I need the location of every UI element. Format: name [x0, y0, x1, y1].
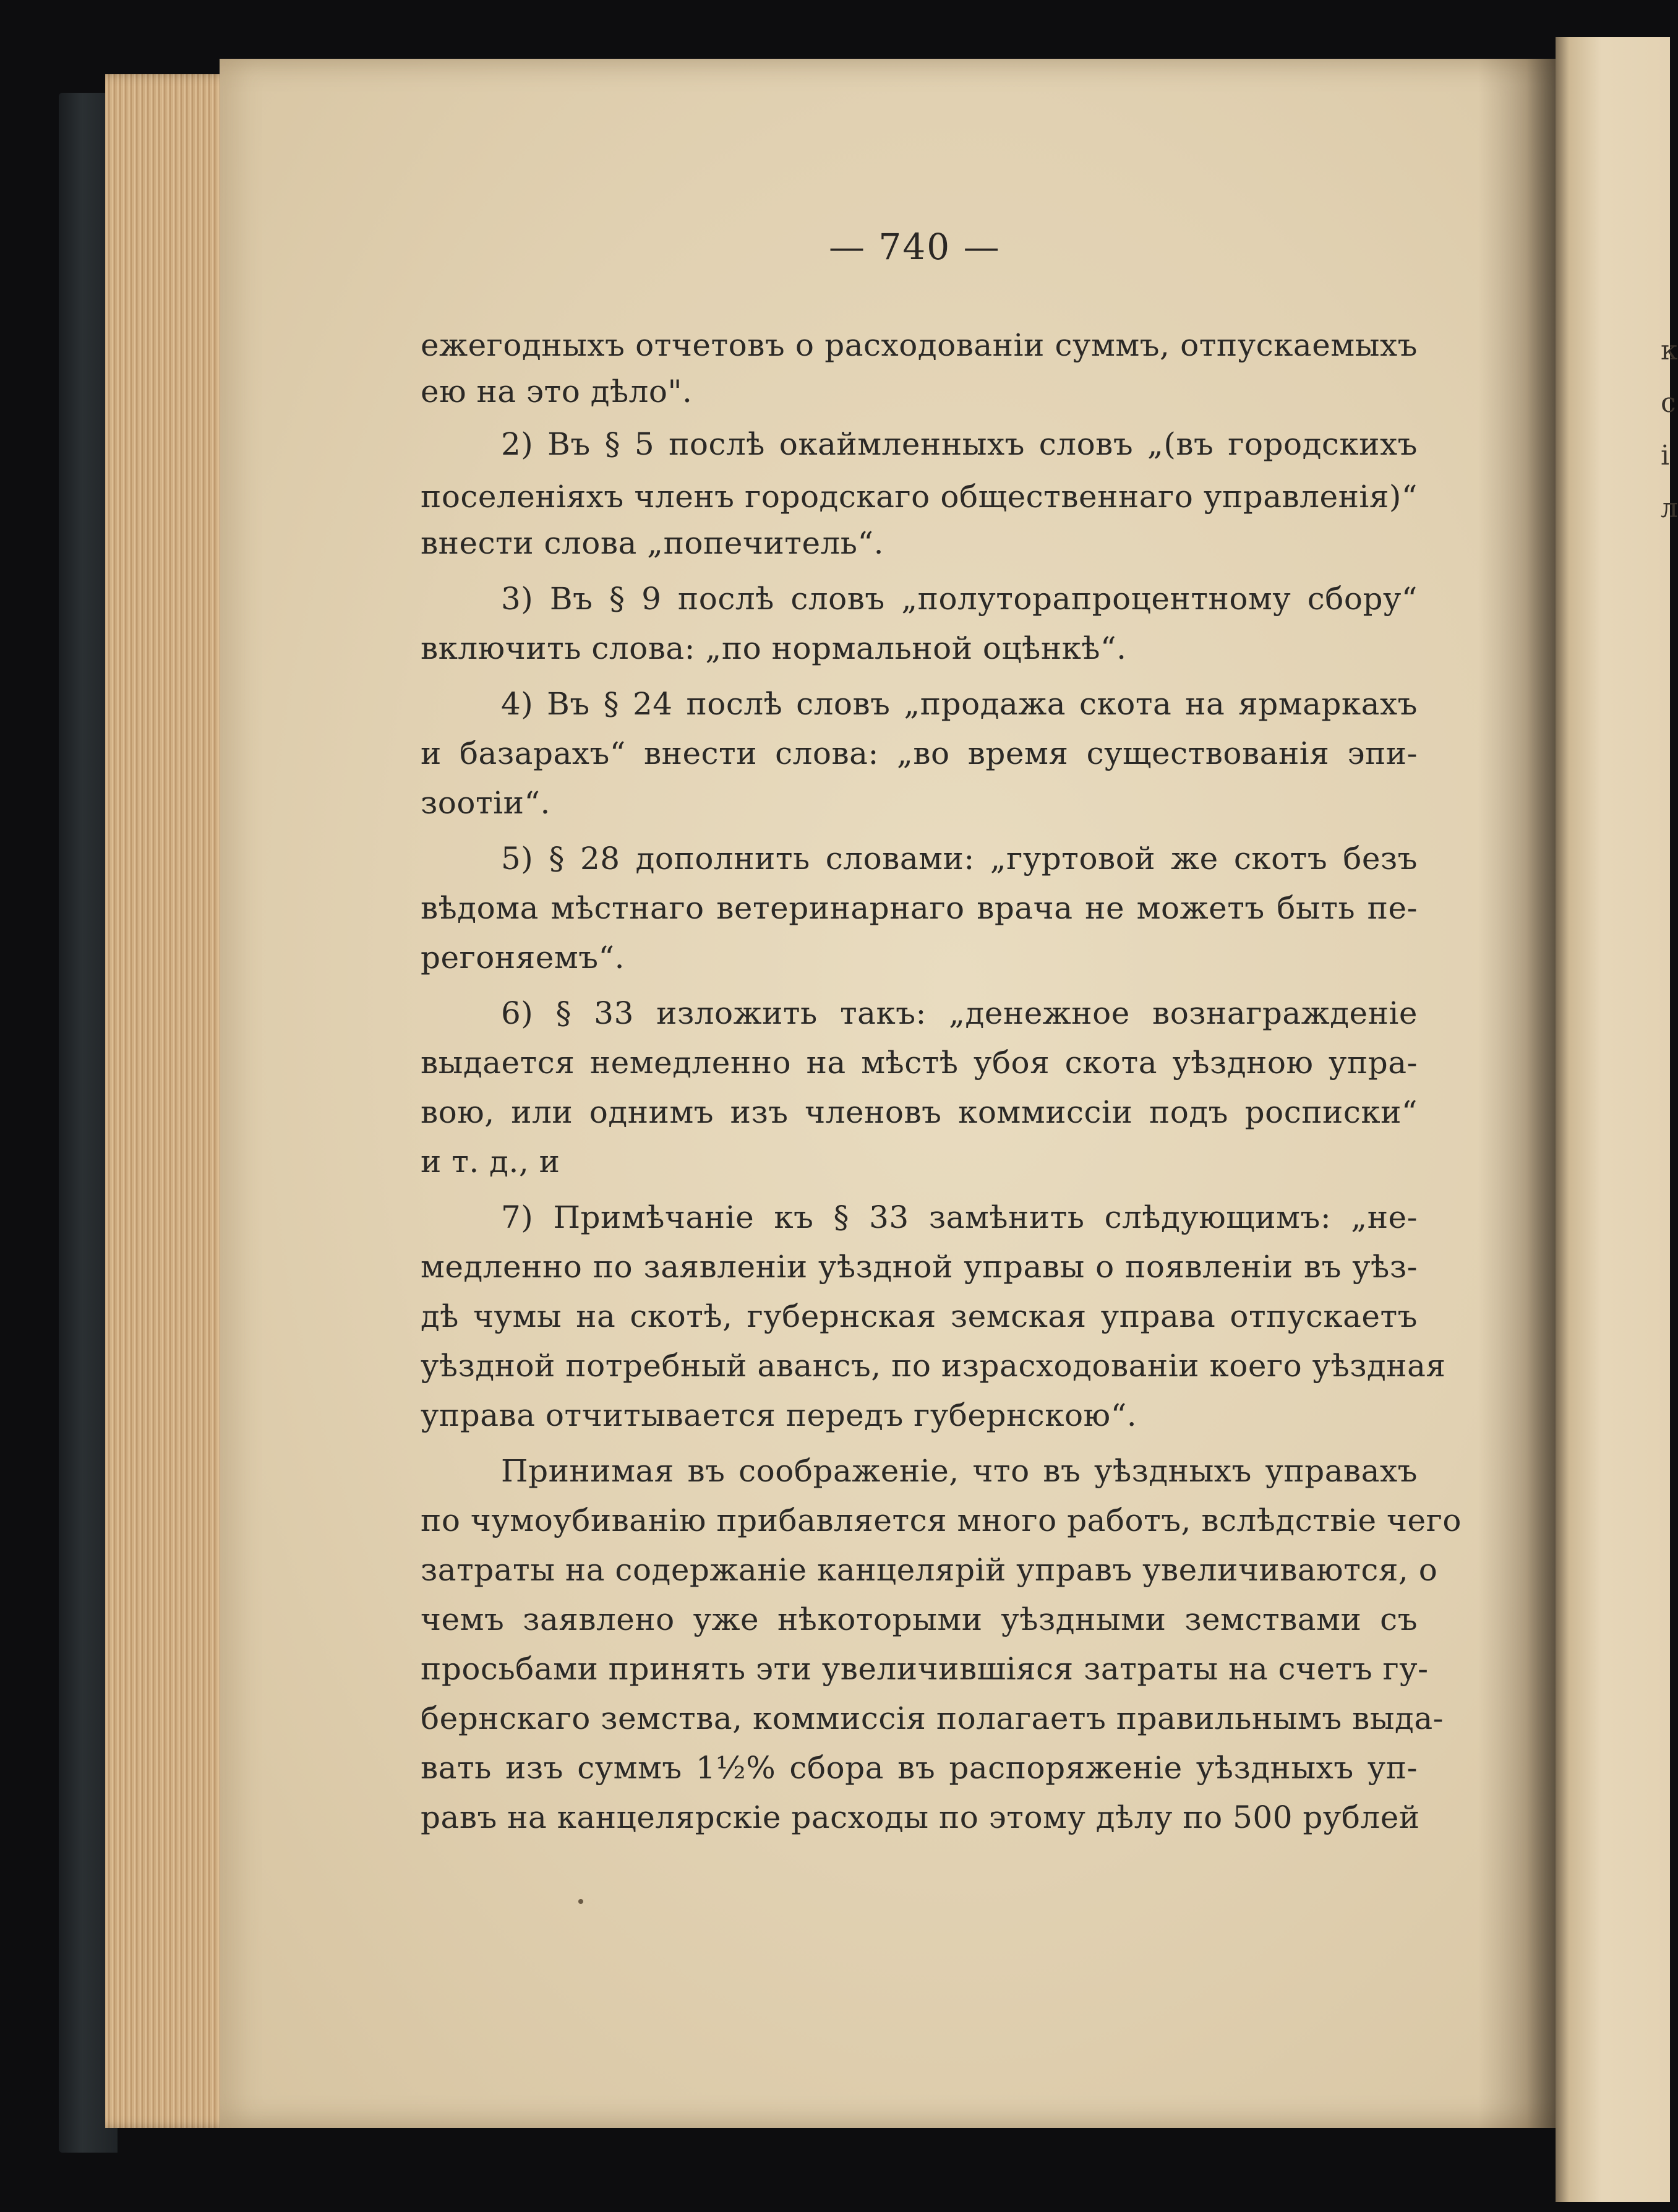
text-line: внести слова „попечитель“. [421, 525, 884, 561]
text-line: чемъ заявлено уже нѣкоторыми уѣздными земствами съ [421, 1601, 1418, 1637]
text-line: Принимая въ соображеніе, что въ уѣздныхъ управахъ [501, 1453, 1418, 1489]
ink-speck [578, 1899, 583, 1904]
text-line: уѣздной потребный авансъ, по израсходованіи коего уѣздная [421, 1348, 1446, 1384]
text-line: 6) § 33 изложить такъ: „денежное вознагражденіе [501, 995, 1418, 1031]
text-line: включить слова: „по нормальной оцѣнкѣ“. [421, 630, 1127, 666]
text-line: 4) Въ § 24 послѣ словъ „продажа скота на ярмаркахъ [501, 686, 1418, 722]
text-line: вать изъ суммъ 1½% сбора въ распоряженіе уѣздныхъ уп- [421, 1750, 1418, 1786]
text-line: поселеніяхъ членъ городскаго общественнаго управленія)“ [421, 479, 1418, 515]
text-line: просьбами принять эти увеличившіяся затраты на счетъ гу- [421, 1651, 1429, 1687]
text-line: бернскаго земства, коммиссія полагаетъ правильнымъ выда- [421, 1700, 1444, 1736]
text-line: дѣ чумы на скотѣ, губернская земская управа отпускаетъ [421, 1298, 1418, 1334]
facing-page-letter: л [1661, 492, 1678, 524]
facing-page-letter: к [1661, 335, 1678, 366]
text-line: медленно по заявленіи уѣздной управы о появленіи въ уѣз- [421, 1249, 1418, 1285]
text-line: и базарахъ“ внести слова: „во время существованія эпи- [421, 735, 1418, 771]
text-line: 5) § 28 дополнить словами: „гуртовой же скотъ безъ [501, 841, 1418, 877]
text-line: и т. д., и [421, 1144, 560, 1180]
text-line: зоотіи“. [421, 785, 550, 821]
text-line: 7) Примѣчаніе къ § 33 замѣнить слѣдующимъ: „не- [501, 1199, 1418, 1235]
text-line: выдается немедленно на мѣстѣ убоя скота уѣздною упра- [421, 1045, 1418, 1081]
text-line: регоняемъ“. [421, 940, 625, 975]
text-line: по чумоубиванію прибавляется много работъ, вслѣдствіе чего [421, 1503, 1462, 1538]
text-line: затраты на содержаніе канцелярій управъ увеличиваются, о [421, 1552, 1438, 1588]
text-line: 3) Въ § 9 послѣ словъ „полуторапроцентному сбору“ [501, 581, 1418, 617]
text-line: ею на это дѣло". [421, 374, 693, 409]
text-line: равъ на канцелярскіе расходы по этому дѣлу по 500 рублей [421, 1799, 1420, 1835]
text-line: вою, или однимъ изъ членовъ коммиссіи подъ росписки“ [421, 1094, 1418, 1130]
text-line: вѣдома мѣстнаго ветеринарнаго врача не можетъ быть пе- [421, 890, 1418, 926]
page-number: — 740 — [829, 226, 1001, 268]
facing-page [1556, 37, 1670, 2202]
page-gutter-shadow [1478, 59, 1559, 2128]
facing-page-letter: і [1661, 440, 1670, 471]
facing-page-letter: с [1661, 387, 1676, 419]
text-line: управа отчитывается передъ губернскою“. [421, 1397, 1137, 1433]
text-line: ежегодныхъ отчетовъ о расходованіи суммъ, отпускаемыхъ [421, 327, 1418, 363]
text-line: 2) Въ § 5 послѣ окаймленныхъ словъ „(въ городскихъ [501, 426, 1418, 462]
